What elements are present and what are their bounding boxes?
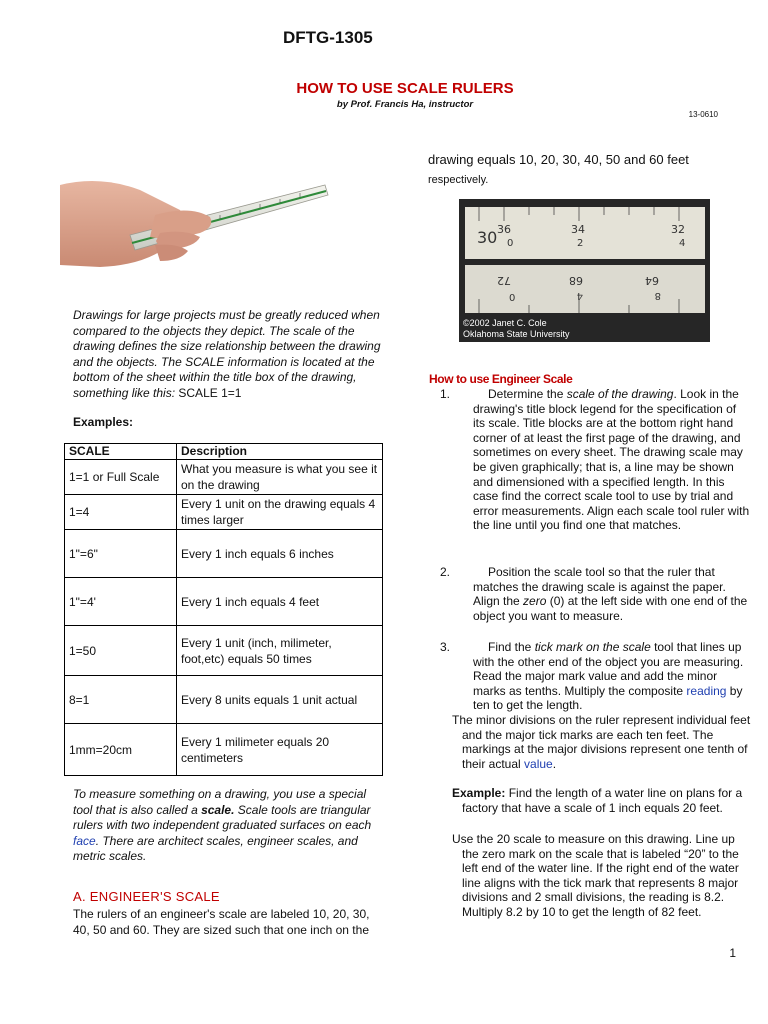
minor-text-b: . bbox=[552, 756, 557, 771]
table-cell-scale: 1"=4' bbox=[65, 578, 177, 626]
table-cell-scale: 1"=6" bbox=[65, 530, 177, 578]
table-row bbox=[65, 530, 383, 578]
ruler-mark: 2 bbox=[577, 238, 584, 249]
ruler-mark: 64 bbox=[645, 274, 659, 287]
step-1-text-a: Determine the bbox=[488, 387, 567, 401]
minor-divisions-paragraph bbox=[452, 713, 752, 771]
step-1-number: 1. bbox=[440, 387, 451, 401]
table-cell-scale: 8=1 bbox=[65, 676, 177, 724]
step-3-text-c: by ten to get the length. bbox=[473, 683, 743, 713]
table-row bbox=[65, 460, 383, 495]
step-2-text-a: Position the scale tool so that the ruler that matches the drawing scale is against the paper. Align the bbox=[473, 565, 726, 609]
scale-ruler-closeup-image bbox=[459, 199, 710, 342]
section-a-heading: A. ENGINEER'S SCALE bbox=[73, 889, 220, 904]
intro-paragraph bbox=[73, 308, 385, 401]
engineer-scale-how-to-heading: How to use Engineer Scale bbox=[429, 372, 573, 386]
measure-paragraph bbox=[73, 787, 385, 865]
step-3-number: 3. bbox=[440, 640, 451, 654]
table-cell-description: Every 1 unit (inch, milimeter, foot,etc) equals 50 times bbox=[177, 626, 383, 676]
ruler-mark: 34 bbox=[571, 223, 585, 236]
example-text: Find the length of a water line on plans for a factory that have a scale of 1 inch equals 20 feet. bbox=[462, 786, 743, 815]
ruler-mark: 72 bbox=[497, 274, 511, 287]
table-cell-description: What you measure is what you see it on the drawing bbox=[177, 460, 383, 495]
table-header-scale: SCALE bbox=[65, 444, 177, 460]
face-link[interactable]: face bbox=[73, 833, 96, 848]
table-cell-description: Every 1 unit on the drawing equals 4 times larger bbox=[177, 495, 383, 530]
step-3-emphasis: tick mark on the scale bbox=[534, 640, 651, 654]
table-cell-description: Every 1 milimeter equals 20 centimeters bbox=[177, 724, 383, 776]
ruler-mark: 4 bbox=[679, 238, 686, 249]
hand-holding-ruler-image bbox=[60, 155, 330, 275]
ruler-mark: 30 bbox=[477, 228, 498, 247]
page-number: 1 bbox=[729, 946, 736, 960]
step-2-emphasis: zero bbox=[523, 594, 547, 609]
ruler-mark: 36 bbox=[497, 223, 511, 236]
measure-bold-scale: scale. bbox=[201, 802, 235, 817]
continued-text-small: respectively. bbox=[428, 174, 489, 186]
table-row bbox=[65, 724, 383, 776]
measure-text-a: To measure something on a drawing, you use a special tool that is also called a bbox=[73, 787, 367, 817]
step-3-text-a: Find the bbox=[488, 640, 535, 654]
table-cell-scale: 1=1 or Full Scale bbox=[65, 460, 177, 495]
step-3-text-b: tool that lines up with the other end of the object you are measuring. Read the major mark value and add the minor marks as tenths. Multiply the composite bbox=[473, 640, 744, 698]
use-20-scale-paragraph: Use the 20 scale to measure on this drawing. Line up the zero mark on the scale that is labeled “20” to the left end of the water line. If the right end of the water line aligns with the tick mark that represents 8 major divisions and 2 small divisions, the reading is 8.2. Multiply 8.2 by 10 to get the length of 82 feet. bbox=[452, 832, 739, 919]
continued-text-large: drawing equals 10, 20, 30, 40, 50 and 60 feet bbox=[428, 152, 689, 167]
reading-link[interactable]: reading bbox=[686, 683, 727, 698]
step-1-text-b: . Look in the drawing's title block legend for the specification of its scale. Title blocks are at the bottom right hand corner of at least the first page of the drawing, and sometimes on every sheet. The drawing scale may be given graphically; that is, a line may be shown and dimensioned with a specified length. In this case find the correct scale tool to use by trial and error measurements. Align each scale tool ruler with the line until you find one that matches. bbox=[473, 387, 750, 533]
step-2-text bbox=[473, 565, 751, 623]
course-code: DFTG-1305 bbox=[283, 28, 373, 47]
ruler-mark: 0 bbox=[509, 293, 516, 304]
intro-scale-example: SCALE 1=1 bbox=[178, 385, 242, 400]
step-2-text-b: (0) at the left side with one end of the object you want to measure. bbox=[473, 594, 748, 623]
table-row bbox=[65, 626, 383, 676]
ruler-mark: 8 bbox=[654, 290, 661, 301]
table-cell-scale: 1mm=20cm bbox=[65, 724, 177, 776]
continued-text bbox=[428, 151, 728, 189]
author-byline: by Prof. Francis Ha, instructor bbox=[336, 99, 474, 110]
ruler-mark: 0 bbox=[507, 238, 514, 249]
table-row bbox=[65, 495, 383, 530]
table-row bbox=[65, 578, 383, 626]
step-1-text bbox=[473, 387, 751, 533]
table-cell-description: Every 1 inch equals 6 inches bbox=[177, 530, 383, 578]
measure-text-c: . There are architect scales, engineer scales, and metric scales. bbox=[73, 833, 358, 863]
measure-text-b: Scale tools are triangular rulers with two independent graduated surfaces on each bbox=[73, 802, 372, 832]
table-header-row bbox=[65, 444, 383, 460]
table-cell-scale: 1=50 bbox=[65, 626, 177, 676]
photo-credit-line-1: ©2002 Janet C. Cole bbox=[463, 318, 547, 328]
table-cell-scale: 1=4 bbox=[65, 495, 177, 530]
step-3-text bbox=[473, 640, 751, 713]
document-title: HOW TO USE SCALE RULERS bbox=[296, 80, 514, 97]
section-a-text: The rulers of an engineer's scale are labeled 10, 20, 30, 40, 50 and 60. They are sized such that one inch on the bbox=[73, 907, 370, 937]
ruler-mark: 32 bbox=[671, 223, 685, 236]
ruler-mark: 68 bbox=[569, 274, 583, 287]
ruler-mark: 4 bbox=[576, 290, 583, 301]
step-1-emphasis: scale of the drawing bbox=[566, 387, 674, 401]
example-label: Example: bbox=[452, 786, 506, 800]
intro-text: Drawings for large projects must be greatly reduced when compared to the objects they depict. The scale of the drawing defines the size relationship between the drawing and the objects. The SCALE information is located at the bottom of the sheet within the title box of the drawing, something like this: bbox=[73, 308, 381, 400]
value-link[interactable]: value bbox=[524, 756, 553, 771]
table-cell-description: Every 1 inch equals 4 feet bbox=[177, 578, 383, 626]
examples-label: Examples: bbox=[73, 415, 134, 429]
table-header-description: Description bbox=[177, 444, 383, 460]
document-number: 13-0610 bbox=[688, 110, 718, 119]
minor-text-a: The minor divisions on the ruler represent individual feet and the major tick marks are each ten feet. The markings at the major divisions represent one tenth of their actual bbox=[452, 713, 751, 771]
table-cell-description: Every 8 units equals 1 unit actual bbox=[177, 676, 383, 724]
step-2-number: 2. bbox=[440, 565, 451, 579]
scale-examples-table bbox=[64, 443, 383, 776]
table-row bbox=[65, 676, 383, 724]
example-paragraph bbox=[452, 786, 752, 815]
photo-credit-line-2: Oklahoma State University bbox=[463, 329, 570, 339]
